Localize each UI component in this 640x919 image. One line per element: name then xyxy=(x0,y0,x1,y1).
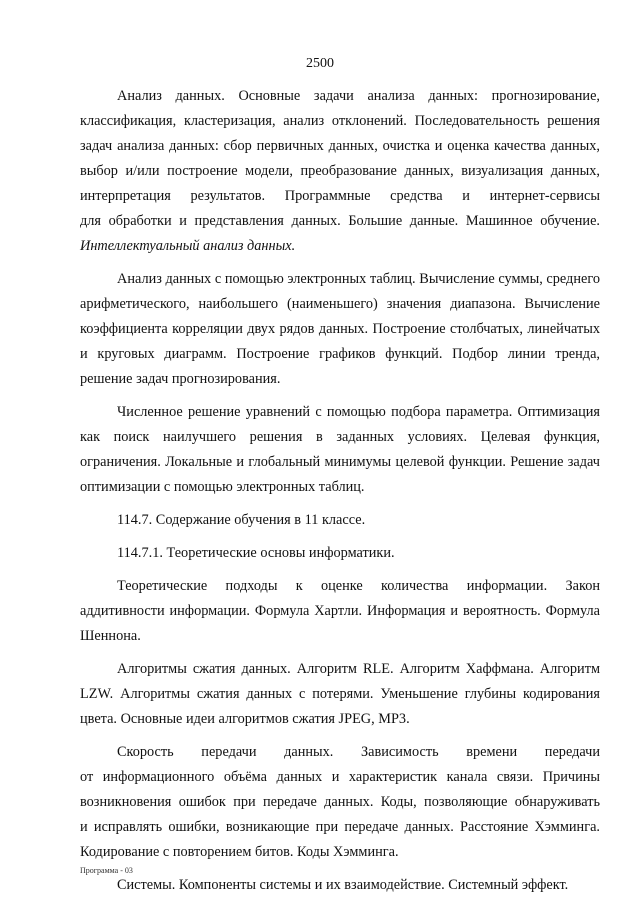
text-line: Шеннона. xyxy=(80,628,141,644)
paragraph xyxy=(80,84,600,259)
text-line: Численное решение уравнений с помощью подбора параметра. Оптимизация xyxy=(117,404,600,420)
text-line: Кодирование с повторением битов. Коды Хэмминга. xyxy=(80,844,399,860)
italic-text-line: Интеллектуальный анализ данных. xyxy=(80,238,296,254)
text-line: задач анализа данных: сбор первичных данных, очистка и оценка качества данных, xyxy=(80,138,600,154)
text-line: как поиск наилучшего решения в заданных условиях. Целевая функция, xyxy=(80,429,600,445)
text-line: LZW. Алгоритмы сжатия данных с потерями. Уменьшение глубины кодирования xyxy=(80,686,600,702)
text-line: для обработки и представления данных. Большие данные. Машинное обучение. xyxy=(80,213,600,229)
text-line: выбор и/или построение модели, преобразование данных, визуализация данных, xyxy=(80,163,600,179)
text-line: ограничения. Локальные и глобальный минимумы целевой функции. Решение задач xyxy=(80,454,600,470)
paragraph xyxy=(80,400,600,500)
paragraph xyxy=(80,541,600,566)
text-line: и исправлять ошибки, возникающие при передаче данных. Расстояние Хэмминга. xyxy=(80,819,600,835)
text-line: цвета. Основные идеи алгоритмов сжатия JPEG, MP3. xyxy=(80,711,410,727)
text-line: классификация, кластеризация, анализ отклонений. Последовательность решения xyxy=(80,113,600,129)
text-line: от информационного объёма данных и характеристик канала связи. Причины xyxy=(80,769,600,785)
text-line: Анализ данных. Основные задачи анализа данных: прогнозирование, xyxy=(117,88,600,104)
text-line: оптимизации с помощью электронных таблиц. xyxy=(80,479,365,495)
page-footer: Программа - 03 xyxy=(80,866,133,875)
text-line: Алгоритмы сжатия данных. Алгоритм RLE. Алгоритм Хаффмана. Алгоритм xyxy=(117,661,600,677)
text-line: и круговых диаграмм. Построение графиков функций. Подбор линии тренда, xyxy=(80,346,600,362)
paragraph xyxy=(80,657,600,732)
text-line: интерпретация результатов. Программные средства и интернет-сервисы xyxy=(80,188,600,204)
paragraph xyxy=(80,873,600,898)
text-line: арифметического, наибольшего (наименьшего) значения диапазона. Вычисление xyxy=(80,296,600,312)
text-line: Системы. Компоненты системы и их взаимодействие. Системный эффект. xyxy=(117,877,569,893)
paragraph xyxy=(80,574,600,649)
text-line: аддитивности информации. Формула Хартли. Информация и вероятность. Формула xyxy=(80,603,600,619)
page-number: 2500 xyxy=(306,56,334,71)
document-body xyxy=(80,84,600,906)
text-line: Анализ данных с помощью электронных таблиц. Вычисление суммы, среднего xyxy=(117,271,600,287)
text-line: Скорость передачи данных. Зависимость времени передачи xyxy=(117,744,600,760)
paragraph xyxy=(80,267,600,392)
paragraph xyxy=(80,740,600,865)
text-line: 114.7.1. Теоретические основы информатики. xyxy=(117,545,395,561)
text-line: Теоретические подходы к оценке количества информации. Закон xyxy=(117,578,600,594)
text-line: возникновения ошибок при передаче данных. Коды, позволяющие обнаруживать xyxy=(80,794,600,810)
text-line: коэффициента корреляции двух рядов данных. Построение столбчатых, линейчатых xyxy=(80,321,600,337)
text-line: решение задач прогнозирования. xyxy=(80,371,281,387)
text-line: 114.7. Содержание обучения в 11 классе. xyxy=(117,512,366,528)
paragraph xyxy=(80,508,600,533)
